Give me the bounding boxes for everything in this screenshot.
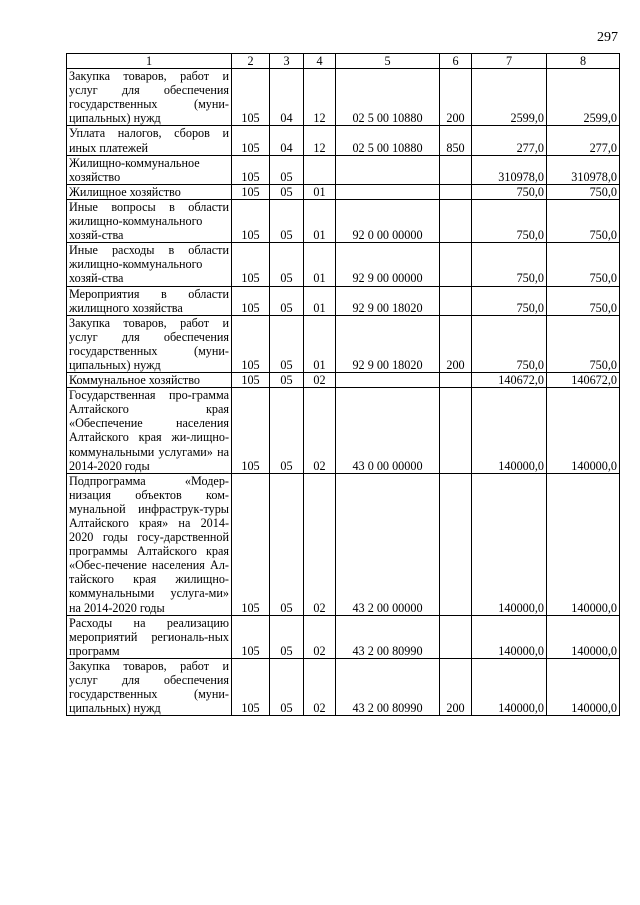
table-row xyxy=(67,388,620,474)
col-4-value: 02 xyxy=(304,473,336,615)
row-name: Иные вопросы в области жилищно-коммунального хозяй-ства xyxy=(67,199,232,242)
col-7-value: 310978,0 xyxy=(472,155,547,184)
col-5-value: 92 9 00 18020 xyxy=(336,286,440,315)
page-number: 297 xyxy=(597,30,618,45)
row-name: Жилищное хозяйство xyxy=(67,184,232,199)
col-2-value: 105 xyxy=(232,69,270,126)
col-7-value: 2599,0 xyxy=(472,69,547,126)
col-4-value: 12 xyxy=(304,126,336,155)
col-2-value: 105 xyxy=(232,199,270,242)
col-3-value: 05 xyxy=(270,615,304,658)
col-8-value: 140000,0 xyxy=(547,388,620,474)
col-8-value: 750,0 xyxy=(547,315,620,372)
table-row xyxy=(67,126,620,155)
col-2-value: 105 xyxy=(232,315,270,372)
col-8-value: 2599,0 xyxy=(547,69,620,126)
col-5-value xyxy=(336,184,440,199)
col-5-value: 43 2 00 80990 xyxy=(336,658,440,715)
col-7-value: 140000,0 xyxy=(472,658,547,715)
row-name: Иные расходы в области жилищно-коммунального хозяй-ства xyxy=(67,243,232,286)
table-row xyxy=(67,373,620,388)
col-6-value xyxy=(440,243,472,286)
row-name: Коммунальное хозяйство xyxy=(67,373,232,388)
col-5-value: 02 5 00 10880 xyxy=(336,69,440,126)
col-4-value: 01 xyxy=(304,199,336,242)
col-8-value: 750,0 xyxy=(547,199,620,242)
col-2-value: 105 xyxy=(232,286,270,315)
col-6-value: 850 xyxy=(440,126,472,155)
col-2-value: 105 xyxy=(232,155,270,184)
column-header: 4 xyxy=(304,54,336,69)
col-3-value: 05 xyxy=(270,199,304,242)
col-7-value: 140000,0 xyxy=(472,388,547,474)
col-2-value: 105 xyxy=(232,615,270,658)
col-6-value xyxy=(440,199,472,242)
row-name: Расходы на реализацию мероприятий региональ-ных программ xyxy=(67,615,232,658)
col-8-value: 310978,0 xyxy=(547,155,620,184)
col-6-value: 200 xyxy=(440,658,472,715)
table-row xyxy=(67,199,620,242)
col-4-value: 12 xyxy=(304,69,336,126)
col-3-value: 05 xyxy=(270,184,304,199)
col-7-value: 750,0 xyxy=(472,315,547,372)
table-row xyxy=(67,473,620,615)
col-8-value: 140672,0 xyxy=(547,373,620,388)
col-5-value xyxy=(336,373,440,388)
col-3-value: 05 xyxy=(270,243,304,286)
col-8-value: 140000,0 xyxy=(547,615,620,658)
col-5-value: 92 9 00 18020 xyxy=(336,315,440,372)
col-6-value xyxy=(440,388,472,474)
table-row xyxy=(67,315,620,372)
col-7-value: 140672,0 xyxy=(472,373,547,388)
col-3-value: 05 xyxy=(270,286,304,315)
col-6-value xyxy=(440,373,472,388)
col-2-value: 105 xyxy=(232,388,270,474)
col-3-value: 05 xyxy=(270,473,304,615)
col-8-value: 750,0 xyxy=(547,184,620,199)
col-6-value xyxy=(440,184,472,199)
column-header: 1 xyxy=(67,54,232,69)
col-8-value: 750,0 xyxy=(547,286,620,315)
col-3-value: 04 xyxy=(270,69,304,126)
header-row xyxy=(67,54,620,69)
row-name: Закупка товаров, работ и услуг для обеспечения государственных (муни-ципальных) нужд xyxy=(67,69,232,126)
row-name: Закупка товаров, работ и услуг для обеспечения государственных (муни-ципальных) нужд xyxy=(67,658,232,715)
col-5-value: 43 0 00 00000 xyxy=(336,388,440,474)
col-3-value: 05 xyxy=(270,388,304,474)
col-2-value: 105 xyxy=(232,473,270,615)
col-5-value: 43 2 00 00000 xyxy=(336,473,440,615)
table-row xyxy=(67,184,620,199)
col-4-value: 01 xyxy=(304,243,336,286)
col-6-value xyxy=(440,615,472,658)
table-body xyxy=(67,69,620,716)
row-name: Подпрограмма «Модер-низация объектов ком-мунальной инфраструк-туры Алтайского края» на 2014-2020 годы госу-дарственной программы Алтайского края «Обес-печение населения Ал-тайского края жилищно-коммунальными услуга-ми» на 2014-2020 годы xyxy=(67,473,232,615)
table-row xyxy=(67,155,620,184)
col-4-value: 01 xyxy=(304,286,336,315)
col-2-value: 105 xyxy=(232,184,270,199)
col-7-value: 750,0 xyxy=(472,286,547,315)
column-header: 8 xyxy=(547,54,620,69)
col-4-value: 02 xyxy=(304,658,336,715)
col-5-value: 02 5 00 10880 xyxy=(336,126,440,155)
col-4-value xyxy=(304,155,336,184)
col-3-value: 05 xyxy=(270,315,304,372)
column-header: 2 xyxy=(232,54,270,69)
col-2-value: 105 xyxy=(232,373,270,388)
col-7-value: 140000,0 xyxy=(472,473,547,615)
table-row xyxy=(67,69,620,126)
col-2-value: 105 xyxy=(232,126,270,155)
col-4-value: 01 xyxy=(304,184,336,199)
row-name: Уплата налогов, сборов и иных платежей xyxy=(67,126,232,155)
row-name: Жилищно-коммунальное хозяйство xyxy=(67,155,232,184)
table-row xyxy=(67,243,620,286)
col-6-value xyxy=(440,155,472,184)
col-7-value: 277,0 xyxy=(472,126,547,155)
col-6-value: 200 xyxy=(440,315,472,372)
col-6-value xyxy=(440,286,472,315)
col-6-value xyxy=(440,473,472,615)
table-row xyxy=(67,615,620,658)
table-row xyxy=(67,286,620,315)
col-3-value: 05 xyxy=(270,373,304,388)
col-3-value: 05 xyxy=(270,658,304,715)
col-8-value: 140000,0 xyxy=(547,473,620,615)
column-header: 7 xyxy=(472,54,547,69)
row-name: Государственная про-грамма Алтайского края «Обеспечение населения Алтайского края жи-лищно-коммунальными услугами» на 2014-2020 годы xyxy=(67,388,232,474)
col-8-value: 750,0 xyxy=(547,243,620,286)
col-7-value: 750,0 xyxy=(472,184,547,199)
column-header: 5 xyxy=(336,54,440,69)
col-4-value: 02 xyxy=(304,615,336,658)
col-5-value xyxy=(336,155,440,184)
row-name: Мероприятия в области жилищного хозяйства xyxy=(67,286,232,315)
col-2-value: 105 xyxy=(232,658,270,715)
col-4-value: 01 xyxy=(304,315,336,372)
col-6-value: 200 xyxy=(440,69,472,126)
col-8-value: 140000,0 xyxy=(547,658,620,715)
col-3-value: 05 xyxy=(270,155,304,184)
col-3-value: 04 xyxy=(270,126,304,155)
col-2-value: 105 xyxy=(232,243,270,286)
col-5-value: 92 9 00 00000 xyxy=(336,243,440,286)
budget-table xyxy=(66,53,620,716)
row-name: Закупка товаров, работ и услуг для обеспечения государственных (муни-ципальных) нужд xyxy=(67,315,232,372)
col-4-value: 02 xyxy=(304,373,336,388)
col-5-value: 92 0 00 00000 xyxy=(336,199,440,242)
col-7-value: 750,0 xyxy=(472,243,547,286)
col-4-value: 02 xyxy=(304,388,336,474)
table-row xyxy=(67,658,620,715)
col-7-value: 140000,0 xyxy=(472,615,547,658)
col-7-value: 750,0 xyxy=(472,199,547,242)
col-5-value: 43 2 00 80990 xyxy=(336,615,440,658)
column-header: 6 xyxy=(440,54,472,69)
col-8-value: 277,0 xyxy=(547,126,620,155)
column-header: 3 xyxy=(270,54,304,69)
